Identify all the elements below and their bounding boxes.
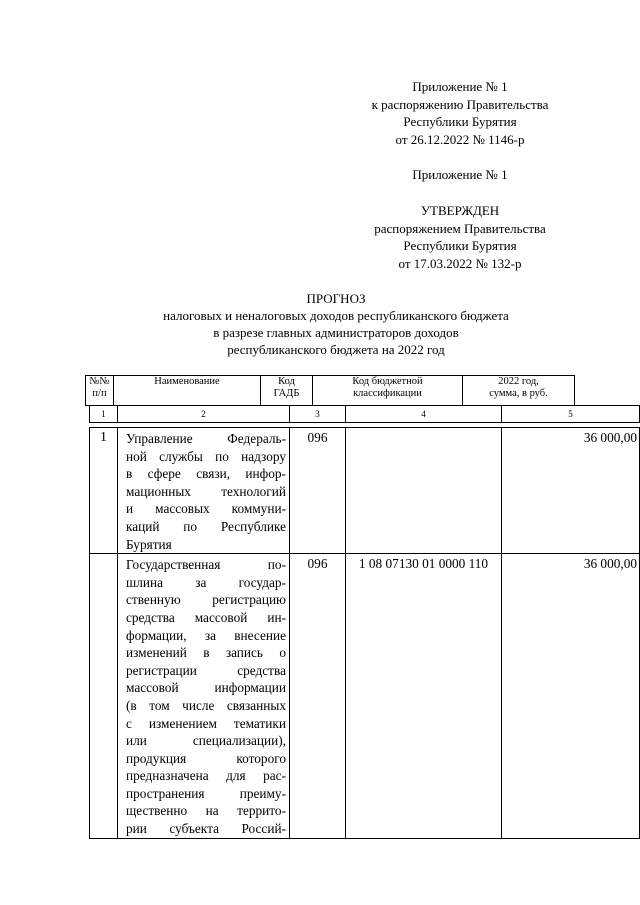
row-gadb-code: 096 bbox=[290, 554, 346, 839]
header-number: №№ п/п bbox=[86, 376, 114, 406]
row-kbk: 1 08 07130 01 0000 110 bbox=[346, 554, 502, 839]
column-number: 3 bbox=[290, 406, 346, 423]
document-title bbox=[60, 290, 612, 358]
appendix-title: Приложение № 1 bbox=[412, 79, 508, 94]
header-gadb-code: Код ГАДБ bbox=[261, 376, 313, 406]
header-kbk: Код бюджетной классификации bbox=[313, 376, 463, 406]
row-name: Государственная по- шлина за государ- ственную регистрацию средства массовой ин- формации, за внесение изменений в запись о регистрации средства массовой информации (в том числе связанных с изменением тематики или специализации), продукция которого предназначена для рас- пространения преиму- щественно на террито- рии субъекта Россий- bbox=[118, 554, 290, 839]
column-number: 1 bbox=[90, 406, 118, 423]
approval-date-line: от 17.03.2022 № 132-р bbox=[398, 255, 522, 271]
data-table bbox=[89, 427, 640, 839]
title-line-1: ПРОГНОЗ bbox=[306, 291, 366, 306]
header-amount: 2022 год, сумма, в руб. bbox=[463, 376, 575, 406]
appendix-date-line: от 26.12.2022 № 1146-р bbox=[395, 131, 525, 147]
appendix-order-line: к распоряжению Правительства bbox=[371, 96, 549, 112]
table-header bbox=[85, 375, 575, 406]
title-line-4: республиканского бюджета на 2022 год bbox=[227, 342, 445, 357]
approval-order-line: распоряжением Правительства bbox=[374, 220, 546, 236]
row-number: 1 bbox=[90, 428, 118, 554]
row-amount: 36 000,00 bbox=[502, 554, 640, 839]
title-line-3: в разрезе главных администраторов доходов bbox=[213, 325, 459, 340]
approval-block bbox=[330, 202, 590, 272]
appendix-repeat bbox=[330, 166, 590, 184]
appendix-republic-line: Республики Бурятия bbox=[403, 114, 517, 129]
column-number: 5 bbox=[502, 406, 640, 423]
approval-title: УТВЕРЖДЕН bbox=[420, 203, 500, 218]
row-amount: 36 000,00 bbox=[502, 428, 640, 554]
appendix-header bbox=[330, 78, 590, 148]
header-name: Наименование bbox=[114, 376, 261, 406]
table-row bbox=[90, 554, 640, 839]
column-number: 2 bbox=[118, 406, 290, 423]
column-numbers-row bbox=[89, 405, 640, 423]
row-gadb-code: 096 bbox=[290, 428, 346, 554]
row-number bbox=[90, 554, 118, 839]
row-name: Управление Федераль- ной службы по надзору в сфере связи, инфор- мационных технологий и массовых коммуни- каций по Республике Бурятия bbox=[118, 428, 290, 554]
appendix-repeat-title: Приложение № 1 bbox=[412, 167, 508, 182]
column-number: 4 bbox=[346, 406, 502, 423]
approval-republic-line: Республики Бурятия bbox=[403, 238, 517, 253]
row-kbk bbox=[346, 428, 502, 554]
table-row bbox=[90, 428, 640, 554]
title-line-2: налоговых и неналоговых доходов республиканского бюджета bbox=[163, 308, 509, 323]
